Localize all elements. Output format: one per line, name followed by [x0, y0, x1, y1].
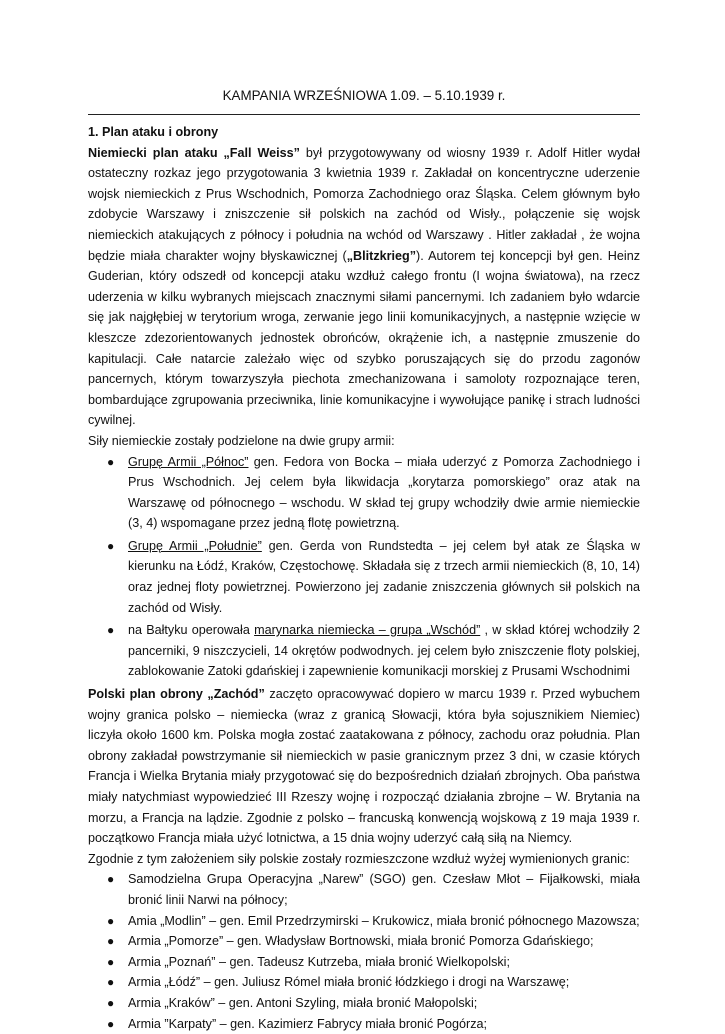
bullet-icon: ●	[107, 1016, 115, 1031]
list-item: ● Armia ”Karpaty” – gen. Kazimierz Fabrycy miała bronić Pogórza;	[88, 1014, 640, 1034]
german-plan-text-1: był przygotowywany od wiosny 1939 r. Adolf Hitler wydał ostateczny rozkaz jego przygotowania 3 kwietnia 1939 r. Zakładał on koncentryczne uderzenie wojsk niemieckich z Prus Wschodnich, Pomorza Zachodniego oraz Śląska. Celem głównym było zdobycie Warszawy i zniszczenie sił polskich na zachód od Wisły., połączenie się wojsk niemieckich atakujących z północy i południa na wchód od Warszawy . Hitler zakładał , że wojna będzie miała charakter wojny błyskawicznej (	[88, 145, 640, 263]
bullet-icon: ●	[107, 623, 115, 638]
bullet-icon: ●	[107, 913, 115, 928]
list-item: ● Grupę Armii „Północ” gen. Fedora von Bocka – miała uderzyć z Pomorza Zachodniego i Prus Wschodnich. Jej celem była likwidacja „korytarza pomorskiego” oraz atak na Warszawę od północnego – wschodu. W skład tej grupy wchodziły dwie armie niemieckie (3, 4) wspomagane przez jedną flotę powietrzną.	[88, 452, 640, 534]
bullet-icon: ●	[107, 954, 115, 969]
bullet-icon: ●	[107, 454, 115, 469]
bullet-icon: ●	[107, 872, 115, 887]
polish-plan-text: zaczęto opracowywać dopiero w marcu 1939 r. Przed wybuchem wojny granica polsko – niemiecka (wraz z granicą Słowacji, która była sojusznikiem Niemiec) liczyła około 1600 km. Polska mogła zostać zaatakowana z północy, zachodu oraz południa. Plan obrony zakładał powstrzymanie sił niemieckich w pasie granicznym przez 3 dni, w czasie których Francja i Wielka Brytania miały przygotować się do bezpośrednich działań zbrojnych. Oba państwa miały natychmiast wypowiedzieć III Rzeszy wojnę i rozpocząć działania zbrojne – W. Brytania na morzu, a Francja na lądzie. Zgodnie z polsko – francuską konwencją wojskową z 19 maja 1939 r. początkowo Francja miała użyć lotnictwa, a 15 dnia wojny uderzyć całą siłą na Niemcy.	[88, 687, 640, 846]
army-group-north: Grupę Armii „Północ”	[128, 454, 249, 469]
list-item: ● na Bałtyku operowała marynarka niemiecka – grupa „Wschód” , w skład której wchodziły 2 pancerniki, 9 niszczycieli, 14 okrętów podwodnych. jej celem było zniszczenie floty polskiej, zablokowanie Zatoki gdańskiej i zapewnienie komunikacji morskiej z Prusami Wschodnimi	[88, 620, 640, 682]
german-plan-text-2: ). Autorem tej koncepcji był gen. Heinz Guderian, który odszedł od koncepcji ataku wzdłuż całego frontu (I wojna światowa), na rzecz uderzenia w kilku wybranych miejscach znacznymi siłami pancernymi. Ich zadaniem było wdarcie się jak najgłębiej w terytorium wroga, zerwanie jego linii komunikacyjnych, a następnie wzięcie w kleszcze zdezorientowanych jednostek obrońców, okrążenie ich, a następnie zmuszenie do kapitulacji. Całe natarcie zależało więc od szybko poruszających się do przodu zagonów pancernych, którym towarzyszyła piechota zmechanizowana i samoloty rozpoznające teren, bombardujące zgrupowania przeciwnika, linie komunikacyjne i wywołujące panikę i strach ludności cywilnej.	[88, 248, 640, 428]
polish-plan-paragraph	[88, 684, 640, 849]
bullet-icon: ●	[107, 975, 115, 990]
bullet-icon: ●	[107, 538, 115, 553]
list-item: ● Amia „Modlin” – gen. Emil Przedrzymirski – Krukowicz, miała bronić północnego Mazowsza;	[88, 911, 640, 932]
polish-forces-intro: Zgodnie z tym założeniem siły polskie zostały rozmieszczone wzdłuż wyżej wymienionych granic:	[88, 851, 630, 866]
list-item: ● Grupę Armii „Południe” gen. Gerda von Rundstedta – jej celem był atak ze Śląska w kierunku na Łódź, Kraków, Częstochowę. Składała się z trzech armii niemieckich (8, 10, 14) oraz jednej floty powietrznej. Powierzono jej zadanie zniszczenia głównych sił polskich na zachód od Wisły.	[88, 536, 640, 618]
fall-weiss-term: Niemiecki plan ataku „Fall Weiss”	[88, 145, 300, 160]
german-forces-intro: Siły niemieckie zostały podzielone na dwie grupy armii:	[88, 433, 395, 448]
document-body	[88, 122, 640, 1034]
army-group-south: Grupę Armii „Południe”	[128, 538, 262, 553]
polish-forces-list	[88, 869, 640, 1034]
list-item: ● Samodzielna Grupa Operacyjna „Narew” (SGO) gen. Czesław Młot – Fijałkowski, miała bronić linii Narwi na północy;	[88, 869, 640, 910]
plan-zachod-term: Polski plan obrony „Zachód”	[88, 687, 265, 702]
list-item: ● Armia „Kraków” – gen. Antoni Szyling, miała bronić Małopolski;	[88, 993, 640, 1014]
bullet-icon: ●	[107, 934, 115, 949]
list-item: ● Armia „Łódź” – gen. Juliusz Rómel miała bronić łódzkiego i drogi na Warszawę;	[88, 972, 640, 993]
section-heading: 1. Plan ataku i obrony	[88, 125, 219, 139]
bullet-icon: ●	[107, 995, 115, 1010]
list-item: ● Armia „Poznań” – gen. Tadeusz Kutrzeba, miała bronić Wielkopolski;	[88, 952, 640, 973]
title-underline	[88, 114, 640, 115]
navy-group-east: marynarka niemiecka – grupa „Wschód”	[254, 623, 481, 638]
german-plan-paragraph	[88, 143, 640, 431]
document-title: KAMPANIA WRZEŚNIOWA 1.09. – 5.10.1939 r.	[222, 88, 506, 103]
blitzkrieg-term: „Blitzkrieg”	[346, 248, 417, 263]
list-item: ● Armia „Pomorze” – gen. Władysław Bortnowski, miała bronić Pomorza Gdańskiego;	[88, 931, 640, 952]
german-forces-list	[88, 452, 640, 683]
